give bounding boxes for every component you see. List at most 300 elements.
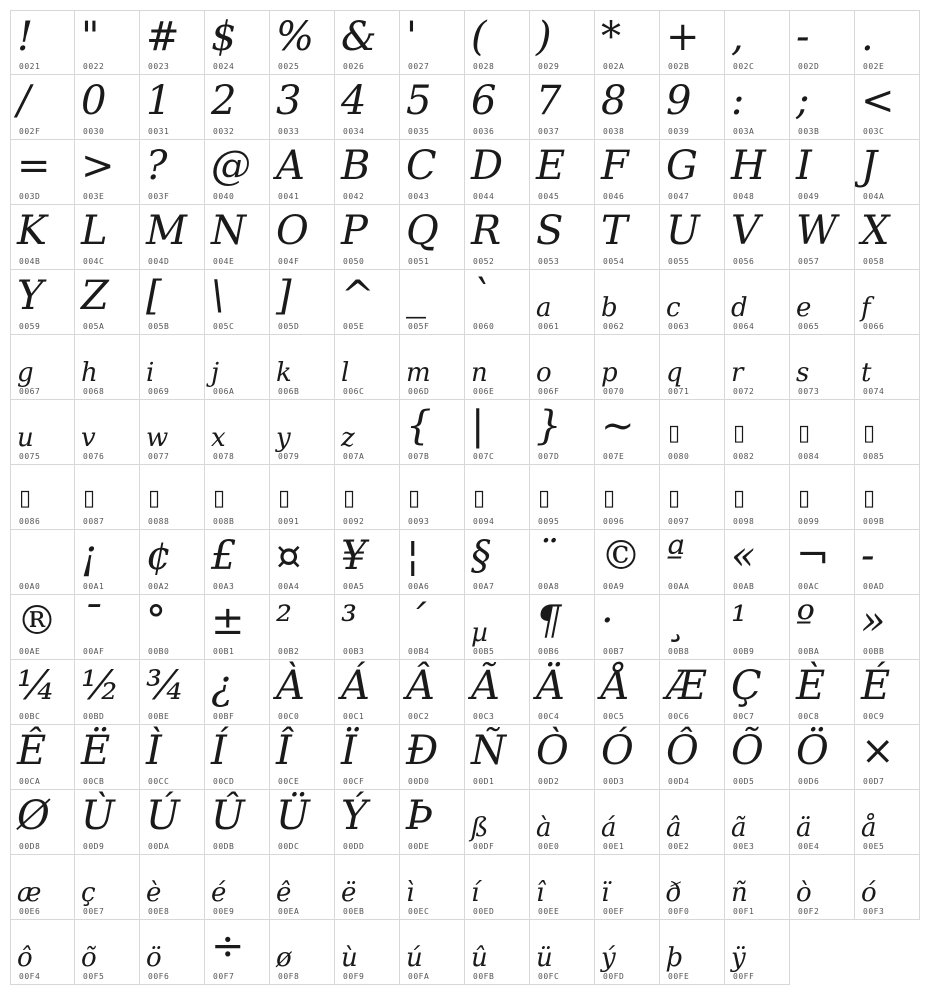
glyph-character: s (796, 358, 810, 388)
glyph-cell (660, 465, 725, 530)
glyph-character: C (406, 143, 437, 189)
glyph-character: 6 (471, 78, 497, 124)
glyph-codepoint: 005F (408, 322, 430, 331)
glyph-cell (790, 660, 855, 725)
glyph-character: ] (276, 273, 292, 319)
glyph-codepoint: 003F (148, 192, 170, 201)
glyph-character: p (601, 358, 618, 388)
glyph-cell (270, 595, 335, 660)
glyph-codepoint: 0023 (148, 62, 170, 71)
glyph-cell (75, 465, 140, 530)
glyph-character: c (666, 293, 681, 323)
glyph-character: ¡ (81, 533, 98, 579)
glyph-character: \ (211, 273, 225, 319)
glyph-character: æ (17, 878, 42, 908)
glyph-codepoint: 0048 (733, 192, 755, 201)
glyph-cell (595, 10, 660, 75)
glyph-codepoint: 00D1 (473, 777, 495, 786)
glyph-cell (400, 530, 465, 595)
glyph-codepoint: 007C (473, 452, 495, 461)
glyph-character: D (471, 143, 504, 189)
glyph-character: / (17, 78, 31, 124)
glyph-codepoint: 0066 (863, 322, 885, 331)
glyph-cell (140, 790, 205, 855)
glyph-cell (530, 920, 595, 985)
glyph-character: ▯ (863, 486, 876, 511)
glyph-character: à (536, 813, 552, 843)
glyph-cell (75, 595, 140, 660)
glyph-codepoint: 00FF (733, 972, 755, 981)
glyph-codepoint: 0042 (343, 192, 365, 201)
glyph-codepoint: 00FA (408, 972, 430, 981)
glyph-cell (335, 790, 400, 855)
glyph-cell (660, 335, 725, 400)
glyph-codepoint: 0038 (603, 127, 625, 136)
glyph-character: ▯ (668, 486, 681, 511)
glyph-cell (400, 595, 465, 660)
glyph-codepoint: 00AA (668, 582, 690, 591)
glyph-codepoint: 0080 (668, 452, 690, 461)
glyph-character: j (211, 358, 220, 388)
glyph-character: ý (601, 943, 616, 973)
glyph-codepoint: 00A0 (19, 582, 41, 591)
glyph-cell (595, 75, 660, 140)
glyph-character: ▯ (603, 486, 616, 511)
glyph-character: ▯ (798, 486, 811, 511)
glyph-character: ; (796, 78, 810, 124)
glyph-cell (595, 660, 660, 725)
glyph-codepoint: 004F (278, 257, 300, 266)
glyph-codepoint: 0028 (473, 62, 495, 71)
glyph-cell (400, 920, 465, 985)
glyph-cell (595, 400, 660, 465)
glyph-codepoint: 00CF (343, 777, 365, 786)
glyph-character: Ò (536, 728, 569, 774)
glyph-codepoint: 0032 (213, 127, 235, 136)
glyph-cell (465, 270, 530, 335)
glyph-codepoint: 00D2 (538, 777, 560, 786)
glyph-character: , (731, 14, 744, 60)
glyph-character: A (276, 143, 305, 189)
glyph-codepoint: 0031 (148, 127, 170, 136)
glyph-codepoint: 00C6 (668, 712, 690, 721)
glyph-cell (465, 10, 530, 75)
glyph-codepoint: 00C4 (538, 712, 560, 721)
glyph-character: ç (81, 878, 96, 908)
glyph-character: î (536, 878, 545, 908)
glyph-codepoint: 00C3 (473, 712, 495, 721)
glyph-character: ð (666, 878, 682, 908)
glyph-cell (530, 790, 595, 855)
glyph-codepoint: 00C5 (603, 712, 625, 721)
glyph-codepoint: 0085 (863, 452, 885, 461)
glyph-codepoint: 0026 (343, 62, 365, 71)
glyph-codepoint: 0078 (213, 452, 235, 461)
glyph-codepoint: 003E (83, 192, 105, 201)
glyph-codepoint: 007D (538, 452, 560, 461)
glyph-codepoint: 006F (538, 387, 560, 396)
glyph-cell (530, 270, 595, 335)
glyph-character: ¥ (341, 533, 367, 579)
glyph-character: ß (471, 813, 489, 843)
glyph-cell (855, 660, 920, 725)
glyph-character: ▯ (733, 486, 746, 511)
glyph-character: [ (146, 273, 162, 319)
glyph-character: Á (341, 663, 370, 709)
glyph-codepoint: 0045 (538, 192, 560, 201)
glyph-character: H (731, 143, 766, 189)
glyph-codepoint: 00AF (83, 647, 105, 656)
glyph-codepoint: 0044 (473, 192, 495, 201)
glyph-cell (790, 855, 855, 920)
glyph-cell (855, 855, 920, 920)
glyph-cell (400, 855, 465, 920)
glyph-codepoint: 006B (278, 387, 300, 396)
glyph-character: © (601, 533, 641, 579)
glyph-cell (790, 270, 855, 335)
glyph-character: ® (17, 598, 57, 644)
glyph-character: Þ (406, 793, 434, 839)
glyph-character: ▯ (668, 421, 681, 446)
glyph-character: Z (81, 273, 109, 319)
glyph-cell (140, 530, 205, 595)
glyph-character: À (276, 663, 305, 709)
glyph-cell (660, 270, 725, 335)
glyph-cell (75, 140, 140, 205)
glyph-cell (790, 725, 855, 790)
glyph-codepoint: 004D (148, 257, 170, 266)
glyph-cell (855, 205, 920, 270)
glyph-cell (725, 660, 790, 725)
glyph-character: f (861, 293, 871, 323)
glyph-cell (205, 855, 270, 920)
glyph-cell (790, 400, 855, 465)
glyph-character: V (731, 208, 760, 254)
glyph-character: t (861, 358, 872, 388)
glyph-character: ) (536, 14, 552, 60)
glyph-codepoint: 00A7 (473, 582, 495, 591)
glyph-character: Ý (341, 793, 368, 839)
glyph-cell (10, 530, 75, 595)
glyph-cell (270, 855, 335, 920)
glyph-cell (205, 595, 270, 660)
glyph-cell (725, 855, 790, 920)
glyph-codepoint: 00CE (278, 777, 300, 786)
glyph-character: U (666, 208, 700, 254)
glyph-character: ▯ (733, 421, 746, 446)
glyph-character: ½ (81, 663, 120, 709)
glyph-cell (530, 140, 595, 205)
glyph-codepoint: 0054 (603, 257, 625, 266)
glyph-codepoint: 0098 (733, 517, 755, 526)
glyph-codepoint: 0058 (863, 257, 885, 266)
glyph-character: ñ (731, 878, 748, 908)
glyph-character: ▯ (798, 421, 811, 446)
glyph-cell (465, 465, 530, 530)
glyph-character: ` (471, 273, 491, 319)
glyph-codepoint: 004B (19, 257, 41, 266)
glyph-cell (400, 465, 465, 530)
glyph-cell (335, 855, 400, 920)
glyph-codepoint: 002D (798, 62, 820, 71)
glyph-character: ° (146, 598, 166, 644)
glyph-cell (790, 530, 855, 595)
glyph-cell (270, 725, 335, 790)
glyph-codepoint: 0070 (603, 387, 625, 396)
glyph-character: é (211, 878, 227, 908)
glyph-character: Ë (81, 728, 111, 774)
glyph-cell (725, 270, 790, 335)
glyph-cell (75, 855, 140, 920)
glyph-codepoint: 0039 (668, 127, 690, 136)
glyph-codepoint: 00D6 (798, 777, 820, 786)
glyph-cell (10, 465, 75, 530)
glyph-codepoint: 0095 (538, 517, 560, 526)
glyph-cell (400, 205, 465, 270)
glyph-codepoint: 00F6 (148, 972, 170, 981)
glyph-character: Õ (731, 728, 764, 774)
glyph-character: E (536, 143, 566, 189)
glyph-codepoint: 00C0 (278, 712, 300, 721)
glyph-codepoint: 0035 (408, 127, 430, 136)
glyph-codepoint: 00EB (343, 907, 365, 916)
glyph-codepoint: 005E (343, 322, 365, 331)
glyph-character: o (536, 358, 552, 388)
glyph-codepoint: 0034 (343, 127, 365, 136)
glyph-cell (205, 270, 270, 335)
glyph-codepoint: 00CC (148, 777, 170, 786)
glyph-character: W (796, 208, 838, 254)
glyph-cell (205, 140, 270, 205)
glyph-codepoint: 00B4 (408, 647, 430, 656)
glyph-codepoint: 00DF (473, 842, 495, 851)
glyph-cell (660, 75, 725, 140)
glyph-character: 1 (146, 78, 172, 124)
glyph-character: Â (406, 663, 435, 709)
glyph-cell (270, 465, 335, 530)
glyph-character: { (406, 403, 432, 449)
glyph-codepoint: 00DD (343, 842, 365, 851)
glyph-character: F (601, 143, 629, 189)
glyph-cell (400, 10, 465, 75)
glyph-codepoint: 002F (19, 127, 41, 136)
glyph-cell (725, 205, 790, 270)
glyph-character: b (601, 293, 618, 323)
glyph-cell (205, 205, 270, 270)
glyph-character: § (471, 533, 491, 579)
glyph-character: ▯ (83, 486, 96, 511)
glyph-codepoint: 0043 (408, 192, 430, 201)
glyph-codepoint: 00F3 (863, 907, 885, 916)
glyph-character: . (861, 14, 874, 60)
glyph-cell (595, 270, 660, 335)
glyph-cell (595, 595, 660, 660)
glyph-character: Ù (81, 793, 115, 839)
glyph-codepoint: 00D0 (408, 777, 430, 786)
glyph-codepoint: 00EA (278, 907, 300, 916)
glyph-codepoint: 00D3 (603, 777, 625, 786)
glyph-codepoint: 003D (19, 192, 41, 201)
glyph-character: ¶ (536, 598, 562, 644)
glyph-character: 2 (211, 78, 237, 124)
glyph-cell (10, 855, 75, 920)
glyph-codepoint: 004A (863, 192, 885, 201)
glyph-character: Û (211, 793, 245, 839)
glyph-codepoint: 0033 (278, 127, 300, 136)
glyph-codepoint: 0030 (83, 127, 105, 136)
glyph-codepoint: 00C8 (798, 712, 820, 721)
glyph-character: M (146, 208, 187, 254)
glyph-codepoint: 00F5 (83, 972, 105, 981)
glyph-cell (270, 205, 335, 270)
glyph-cell (10, 140, 75, 205)
glyph-cell (75, 790, 140, 855)
glyph-cell (465, 790, 530, 855)
glyph-cell (140, 205, 205, 270)
glyph-cell (855, 530, 920, 595)
glyph-codepoint: 00EF (603, 907, 625, 916)
glyph-character: g (17, 358, 34, 388)
glyph-character: í (471, 878, 480, 908)
glyph-cell (790, 140, 855, 205)
glyph-codepoint: 00D4 (668, 777, 690, 786)
glyph-character: Ø (17, 793, 50, 839)
glyph-cell (790, 75, 855, 140)
glyph-cell (140, 140, 205, 205)
glyph-cell (660, 205, 725, 270)
glyph-codepoint: 0065 (798, 322, 820, 331)
glyph-cell (465, 530, 530, 595)
glyph-cell (10, 920, 75, 985)
glyph-character: v (81, 423, 96, 453)
glyph-codepoint: 002C (733, 62, 755, 71)
glyph-grid (10, 10, 920, 985)
glyph-codepoint: 0040 (213, 192, 235, 201)
glyph-character: 9 (666, 78, 692, 124)
glyph-cell (855, 790, 920, 855)
glyph-codepoint: 00D7 (863, 777, 885, 786)
glyph-character: Ü (276, 793, 310, 839)
glyph-codepoint: 00B8 (668, 647, 690, 656)
glyph-cell (595, 530, 660, 595)
glyph-character: z (341, 423, 355, 453)
glyph-character: ò (796, 878, 812, 908)
glyph-cell (855, 335, 920, 400)
glyph-character: ø (276, 943, 292, 973)
glyph-codepoint: 0074 (863, 387, 885, 396)
glyph-codepoint: 00AE (19, 647, 41, 656)
glyph-character: Y (17, 273, 44, 319)
glyph-cell (140, 10, 205, 75)
glyph-cell (10, 660, 75, 725)
glyph-character: 0 (81, 78, 107, 124)
glyph-codepoint: 0052 (473, 257, 495, 266)
glyph-cell (530, 595, 595, 660)
glyph-codepoint: 00FC (538, 972, 560, 981)
glyph-cell (400, 790, 465, 855)
glyph-character: ä (796, 813, 812, 843)
glyph-character: O (276, 208, 309, 254)
glyph-character: Ð (406, 728, 439, 774)
glyph-character: ó (861, 878, 877, 908)
glyph-codepoint: 00E4 (798, 842, 820, 851)
glyph-cell (270, 335, 335, 400)
glyph-character: å (861, 813, 877, 843)
glyph-codepoint: 008B (213, 517, 235, 526)
glyph-cell (205, 660, 270, 725)
glyph-character: 7 (536, 78, 562, 124)
glyph-codepoint: 002A (603, 62, 625, 71)
glyph-codepoint: 00D8 (19, 842, 41, 851)
glyph-codepoint: 00DA (148, 842, 170, 851)
glyph-codepoint: 00FD (603, 972, 625, 981)
glyph-cell (465, 335, 530, 400)
glyph-cell (660, 140, 725, 205)
glyph-character: Æ (666, 663, 707, 709)
glyph-character: u (17, 423, 34, 453)
glyph-cell (335, 660, 400, 725)
glyph-codepoint: 004E (213, 257, 235, 266)
glyph-cell (400, 660, 465, 725)
glyph-cell (465, 660, 530, 725)
glyph-character: â (666, 813, 682, 843)
glyph-cell (790, 10, 855, 75)
glyph-cell (335, 205, 400, 270)
glyph-codepoint: 00E3 (733, 842, 755, 851)
glyph-character: l (341, 358, 350, 388)
glyph-cell (465, 140, 530, 205)
glyph-codepoint: 00F0 (668, 907, 690, 916)
glyph-codepoint: 0076 (83, 452, 105, 461)
glyph-cell (10, 400, 75, 465)
glyph-cell (465, 855, 530, 920)
glyph-cell (140, 725, 205, 790)
glyph-cell (205, 530, 270, 595)
glyph-cell (205, 725, 270, 790)
glyph-codepoint: 0062 (603, 322, 625, 331)
glyph-codepoint: 00F9 (343, 972, 365, 981)
glyph-codepoint: 00B2 (278, 647, 300, 656)
glyph-codepoint: 00ED (473, 907, 495, 916)
glyph-cell (725, 10, 790, 75)
glyph-codepoint: 0022 (83, 62, 105, 71)
glyph-character: ô (17, 943, 33, 973)
glyph-codepoint: 00E2 (668, 842, 690, 851)
glyph-cell (10, 790, 75, 855)
glyph-codepoint: 0099 (798, 517, 820, 526)
glyph-codepoint: 0079 (278, 452, 300, 461)
glyph-codepoint: 0086 (19, 517, 41, 526)
glyph-codepoint: 00FB (473, 972, 495, 981)
glyph-character: X (861, 208, 890, 254)
glyph-cell (335, 10, 400, 75)
glyph-codepoint: 0093 (408, 517, 430, 526)
glyph-codepoint: 00B6 (538, 647, 560, 656)
glyph-cell (75, 725, 140, 790)
glyph-codepoint: 00A8 (538, 582, 560, 591)
glyph-cell (140, 920, 205, 985)
glyph-character: n (471, 358, 488, 388)
glyph-cell (530, 660, 595, 725)
glyph-codepoint: 0047 (668, 192, 690, 201)
glyph-codepoint: 00AC (798, 582, 820, 591)
glyph-character: · (601, 598, 614, 644)
glyph-cell (530, 855, 595, 920)
glyph-codepoint: 00BE (148, 712, 170, 721)
glyph-character: ▯ (19, 486, 32, 511)
glyph-cell (10, 595, 75, 660)
glyph-cell (855, 270, 920, 335)
